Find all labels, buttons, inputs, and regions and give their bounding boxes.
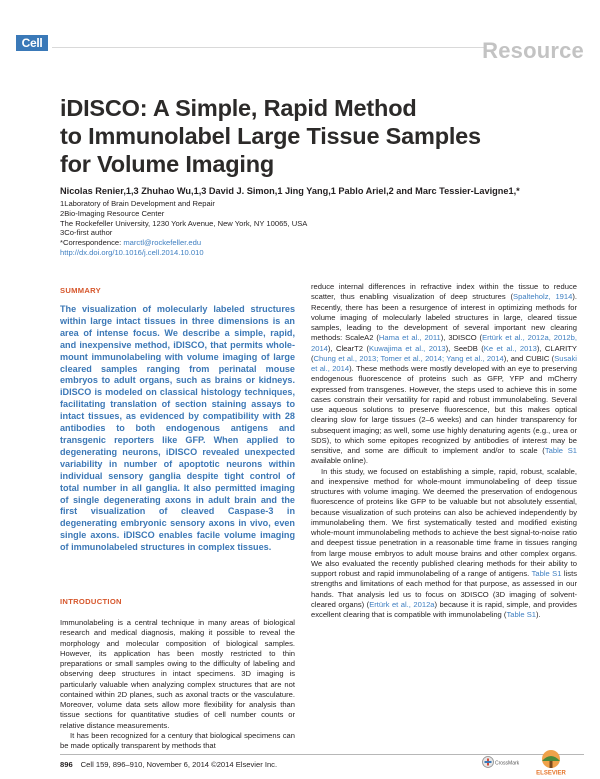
cell-logo: Cell: [16, 35, 48, 51]
correspondence-label: *Correspondence:: [60, 238, 124, 248]
table-s1-link[interactable]: Table S1: [506, 610, 536, 619]
footer-citation: [60, 760, 277, 769]
title-line: for Volume Imaging: [60, 151, 275, 177]
crossmark-label: CrossMark: [495, 760, 520, 767]
publisher-name: ELSEVIER: [536, 770, 566, 777]
paragraph: In this study, we focused on establishing a simple, rapid, robust, scalable, and inexpensive method for whole-mount immunolabeling of deep tissue structures with volume imaging. We deemed the preservation of endogenous fluorescence of proteins like GFP to be valuable but not absolutely essential, because visualization of such proteins can also be achieved independently by immunolabeling them. We first systematically tested and modified existing whole-mount immunolabeling methods to achieve the best signal-to-noise ratio and deepest tissue penetration in a reasonable time frame in tissues ranging from large mouse embryos to adult mouse brains and other complex organs. We also evaluated the recently published clearing methods for their ability to support robust and rapid immunolabeling of a range of antigens. Table S1 lists strengths and limitations of each method for that purpose, as assessed in our hands. That analysis led us to focus on 3DISCO (3D imaging of solvent-cleared organs) (Ertürk et al., 2012a) because it is rapid, simple, and provides excellent clearing that is compatible with immunolabeling (Table S1).: [311, 466, 577, 619]
correspondence: [60, 238, 520, 248]
doi-link[interactable]: http://dx.doi.org/10.1016/j.cell.2014.10.010: [60, 247, 204, 257]
affiliation: 2Bio-Imaging Resource Center: [60, 208, 165, 218]
affiliation: The Rockefeller University, 1230 York Avenue, New York, NY 10065, USA: [60, 218, 308, 228]
paragraph: reduce internal differences in refractive index within the tissue to reduce scatter, thus enabling visualization of deep structures (Spalteholz, 1914). Recently, there has been a resurgence of interest in optimizing methods for volume imaging of molecularly labeled structures in large, cleared tissue samples, leading to the development of several important new clearing methods: ScaleA2 (Hama et al., 2011), 3DISCO (Ertürk et al., 2012a, 2012b, 2014), ClearT2 (Kuwajima et al., 2013), SeeDB (Ke et al., 2013), CLARITY (Chung et al., 2013; Tomer et al., 2014; Yang et al., 2014), and CUBIC (Susaki et al., 2014). These methods were mostly developed with an eye to preserving endogenous fluorescence of proteins such as GFP, YFP and mCherry expressed from transgenes. However, the steps used to achieve this in some cases constrain their versatility for rapid and robust immunolabeling. Several use aqueous solutions to preserve fluorescence, but this makes optical clearing slow for large tissues (2–6 weeks) and can hinder transparency for subsequent imaging; as well, some use highly denaturing agents (e.g., urea or SDS), to which some epitopes recognized by antibodies of interest may be sensitive, and some are difficult to implement and/or to scale (Table S1 available online).: [311, 282, 577, 466]
title-line: to Immunolabel Large Tissue Samples: [60, 123, 481, 149]
table-s1-link[interactable]: Table S1: [531, 569, 562, 578]
table-s1-link[interactable]: Table S1: [544, 446, 577, 455]
summary-heading: SUMMARY: [60, 286, 102, 295]
article-title: [60, 94, 510, 178]
citation-link[interactable]: Susaki et al., 2014: [311, 353, 577, 373]
journal-citation: Cell 159, 896–910, November 6, 2014 ©2014 Elsevier Inc.: [80, 760, 278, 769]
summary-text: The visualization of molecularly labeled structures within large intact tissues in three dimensions is an area of intense focus. We describe a simple, rapid, and inexpensive method, iDISCO, that permits whole-mount immunolabeling with volume imaging of large cleared samples ranging from perinatal mouse embryos to adult organs, such as brains or kidneys. iDISCO is modeled on classical histology techniques, facilitating translation of section staining assays to intact tissues, as evidenced by compatibility with 28 antibodies to both endogenous antigens and transgenic reporters like GFP. When applied to degenerating neurons, iDISCO revealed unexpected variability in number of apoptotic neurons within individual sensory ganglia despite tight control of total number in all ganglia. It also permitted imaging of single degenerating axons in adult brain and the first visualization of cleaved Caspase-3 in degenerating embryonic sensory axons in vivo, even single axons. iDISCO enables facile volume imaging of immunolabeled structures in complex tissues.: [60, 304, 295, 553]
affiliation: 3Co-first author: [60, 228, 113, 238]
introduction-heading: INTRODUCTION: [60, 597, 122, 606]
elsevier-logo: [526, 748, 576, 776]
author-list: Nicolas Renier,1,3 Zhuhao Wu,1,3 David J. Simon,1 Jing Yang,1 Pablo Ariel,2 and Marc Tessier-Lavigne1,*: [60, 186, 520, 196]
citation-link[interactable]: Kuwajima et al., 2013: [369, 343, 446, 353]
journal-header: [0, 29, 600, 63]
right-column-body: [311, 282, 577, 620]
paragraph: Immunolabeling is a central technique in many areas of biological research and medical diagnosis, making it possible to reveal the morphology and molecular composition of biological samples. However, its application has been mostly restricted to thin preparations or small samples owing to the difficulty of labeling and observing deep structures in intact specimens. 3D imaging is particularly valuable when analyzing complex structures that are not contained within 2D planes, such as axonal tracts or the vasculature. Moreover, volume data sets allow more flexibility for analysis than tissue sections for quantitative studies of cell number counts or relative distance measurements.: [60, 618, 295, 730]
header-rule: [52, 47, 485, 48]
correspondence-email-link[interactable]: marctl@rockefeller.edu: [123, 238, 202, 248]
affiliations: [60, 199, 520, 258]
citation-link[interactable]: Chung et al., 2013; Tomer et al., 2014; Yang et al., 2014: [313, 353, 504, 363]
page-number: 896: [60, 760, 73, 769]
affiliation: 1Laboratory of Brain Development and Repair: [60, 199, 215, 208]
citation-link[interactable]: Ertürk et al., 2012a: [369, 599, 435, 609]
citation-link[interactable]: Ke et al., 2013: [483, 343, 537, 353]
paragraph: It has been recognized for a century that biological specimens can be made optically transparent by methods that: [60, 730, 295, 750]
citation-link[interactable]: Ertürk et al., 2012a, 2012b, 2014: [311, 333, 577, 353]
article-type-label: Resource: [482, 38, 584, 63]
citation-link[interactable]: Spalteholz, 1914: [513, 292, 573, 302]
title-line: iDISCO: A Simple, Rapid Method: [60, 95, 417, 121]
introduction-body: [60, 618, 295, 751]
crossmark-icon[interactable]: [482, 755, 520, 769]
citation-link[interactable]: Hama et al., 2011: [378, 333, 441, 343]
